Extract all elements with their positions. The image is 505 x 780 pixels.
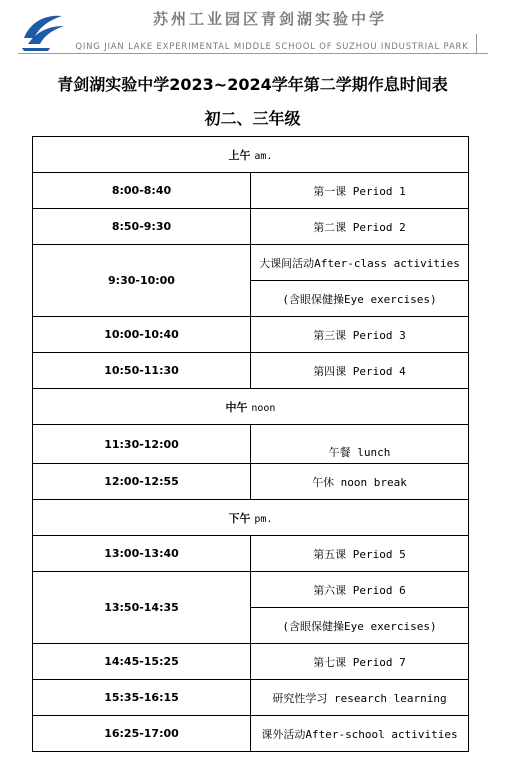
section-header-afternoon — [33, 500, 469, 536]
table-row — [33, 536, 469, 572]
section-header-noon — [33, 389, 469, 425]
time-cell: 14:45-15:25 — [33, 644, 251, 680]
time-cell: 12:00-12:55 — [33, 464, 251, 500]
section-label-cn: 中午 — [225, 400, 248, 414]
activity-cell: (含眼保健操Eye exercises) — [251, 281, 469, 317]
section-header-morning — [33, 137, 469, 173]
table-row — [33, 464, 469, 500]
document-subtitle: 初二、三年级 — [204, 109, 301, 128]
section-label-cn: 上午 — [228, 148, 251, 162]
activity-cell: 第四课 Period 4 — [251, 353, 469, 389]
time-cell: 13:00-13:40 — [33, 536, 251, 572]
activity-cell: 第二课 Period 2 — [251, 209, 469, 245]
activity-cell: 课外活动After-school activities — [251, 716, 469, 752]
school-name-cn: 苏州工业园区青剑湖实验中学 — [152, 10, 387, 28]
table-row — [33, 209, 469, 245]
table-row — [33, 317, 469, 353]
section-row-morning — [33, 137, 469, 173]
time-cell: 13:50-14:35 — [33, 572, 251, 644]
table-row — [33, 245, 469, 281]
activity-cell: 午休 noon break — [251, 464, 469, 500]
activity-cell: 午餐 lunch — [251, 425, 469, 464]
table-row — [33, 716, 469, 752]
table-row — [33, 173, 469, 209]
letterhead-rule — [18, 53, 488, 54]
activity-cell: 大课间活动After-class activities — [251, 245, 469, 281]
activity-cell: 第一课 Period 1 — [251, 173, 469, 209]
time-cell: 8:50-9:30 — [33, 209, 251, 245]
time-cell: 16:25-17:00 — [33, 716, 251, 752]
activity-cell: 第五课 Period 5 — [251, 536, 469, 572]
letterhead-tick — [476, 34, 477, 54]
activity-cell: 第六课 Period 6 — [251, 572, 469, 608]
table-row — [33, 572, 469, 608]
section-label-en: am. — [254, 150, 273, 162]
table-row — [33, 680, 469, 716]
activity-cell: 第三课 Period 3 — [251, 317, 469, 353]
table-row — [33, 425, 469, 464]
table-row — [33, 353, 469, 389]
school-name-en: QING JIAN LAKE EXPERIMENTAL MIDDLE SCHOOL OF SUZHOU INDUSTRIAL PARK — [75, 42, 469, 52]
letterhead — [0, 0, 505, 60]
section-label-en: noon — [251, 402, 276, 414]
section-row-afternoon — [33, 500, 469, 536]
time-cell: 11:30-12:00 — [33, 425, 251, 464]
school-logo-icon — [20, 8, 66, 52]
time-cell: 9:30-10:00 — [33, 245, 251, 317]
document-title: 青剑湖实验中学2023~2024学年第二学期作息时间表 — [57, 75, 448, 94]
activity-cell: 第七课 Period 7 — [251, 644, 469, 680]
activity-cell: (含眼保健操Eye exercises) — [251, 608, 469, 644]
activity-cell: 研究性学习 research learning — [251, 680, 469, 716]
section-label-en: pm. — [254, 513, 273, 525]
table-row — [33, 644, 469, 680]
time-cell: 10:00-10:40 — [33, 317, 251, 353]
schedule-table — [32, 136, 469, 752]
time-cell: 15:35-16:15 — [33, 680, 251, 716]
time-cell: 8:00-8:40 — [33, 173, 251, 209]
time-cell: 10:50-11:30 — [33, 353, 251, 389]
section-row-noon — [33, 389, 469, 425]
section-label-cn: 下午 — [228, 511, 251, 525]
